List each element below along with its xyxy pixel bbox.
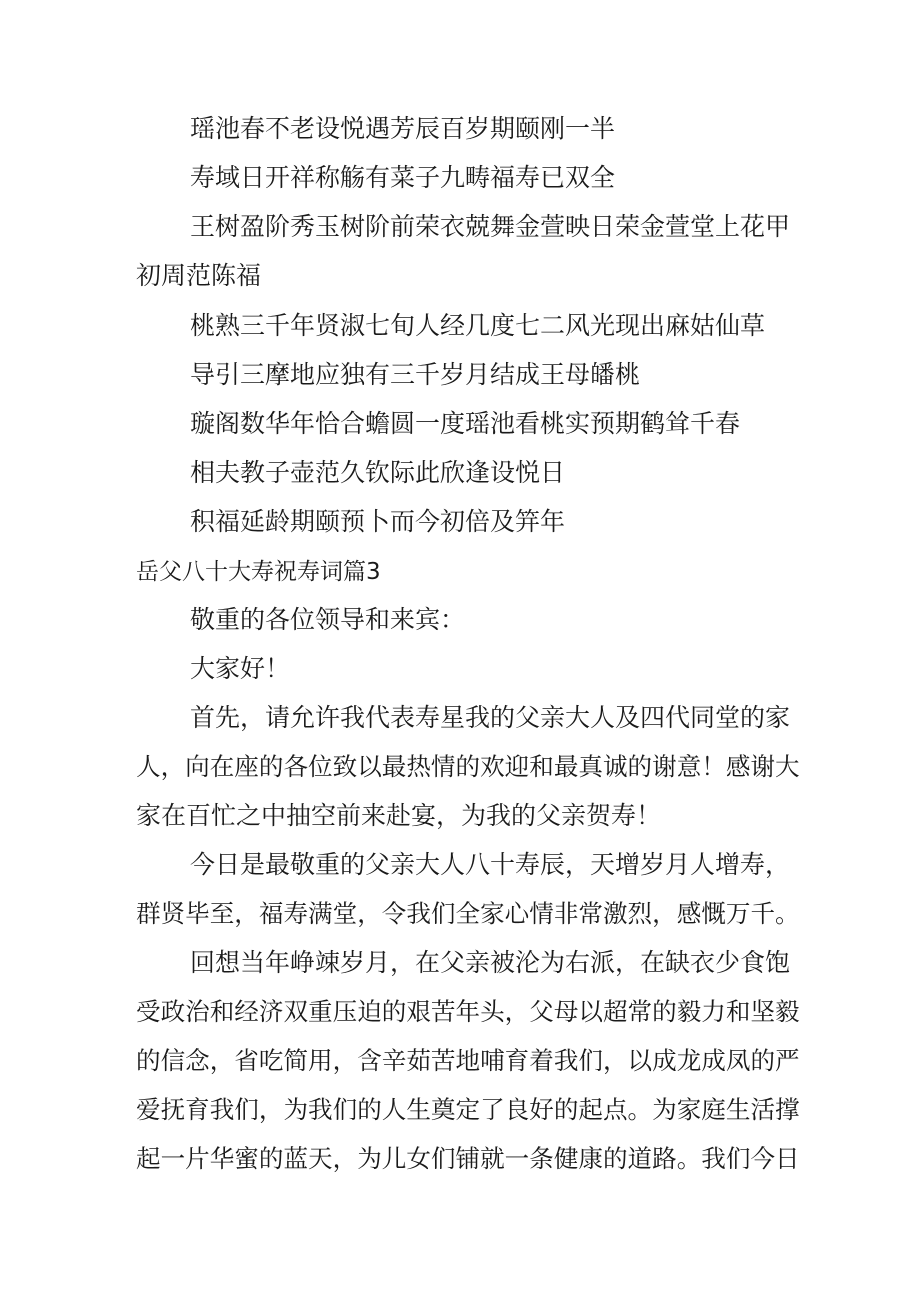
poem-line: 初周范陈福 xyxy=(136,261,262,290)
body-line: 敬重的各位领导和来宾： xyxy=(190,605,466,634)
section-heading: 岳父八十大寿祝寿词篇3 xyxy=(136,559,381,585)
poem-line: 导引三摩地应独有三千岁月结成王母皤桃 xyxy=(190,360,641,389)
body-line: 家在百忙之中抽空前来赴宴，为我的父亲贺寿！ xyxy=(136,801,662,830)
body-line: 受政治和经济双重压迫的艰苦年头，父母以超常的毅力和坚毅 xyxy=(136,997,800,1026)
body-line: 首先，请允许我代表寿星我的父亲大人及四代同堂的家 xyxy=(190,703,791,732)
poem-line: 璇阁数华年恰合蟾圆一度瑶池看桃实预期鹤耸千春 xyxy=(190,409,741,438)
poem-line: 积福延龄期颐预卜而今初倍及笄年 xyxy=(190,507,566,536)
body-line: 大家好！ xyxy=(190,654,291,683)
poem-line: 瑶池春不老设悦遇芳辰百岁期颐刚一半 xyxy=(190,114,616,143)
body-line: 爱抚育我们，为我们的人生奠定了良好的起点。为家庭生活撑 xyxy=(136,1095,800,1124)
poem-line: 王树盈阶秀玉树阶前荣衣兢舞金萱映日荣金萱堂上花甲 xyxy=(190,212,791,241)
body-line: 人，向在座的各位致以最热情的欢迎和最真诚的谢意！感谢大 xyxy=(136,752,800,781)
body-line: 今日是最敬重的父亲大人八十寿辰，天增岁月人增寿， xyxy=(190,850,791,879)
body-line: 的信念，省吃简用，含辛茹苦地哺育着我们，以成龙成凤的严 xyxy=(136,1046,800,1075)
poem-line: 相夫教子壶范久钦际此欣逢设悦日 xyxy=(190,458,566,487)
body-line: 回想当年峥竦岁月，在父亲被沦为右派，在缺衣少食饱 xyxy=(190,948,791,977)
body-line: 起一片华蜜的蓝天，为儿女们铺就一条健康的道路。我们今日 xyxy=(136,1144,800,1173)
body-line: 群贤毕至，福寿满堂，令我们全家心情非常激烈，感慨万千。 xyxy=(136,899,800,928)
poem-line: 桃熟三千年贤淑七旬人经几度七二风光现出麻姑仙草 xyxy=(190,311,766,340)
poem-line: 寿域日开祥称觞有菜子九畴福寿已双全 xyxy=(190,163,616,192)
